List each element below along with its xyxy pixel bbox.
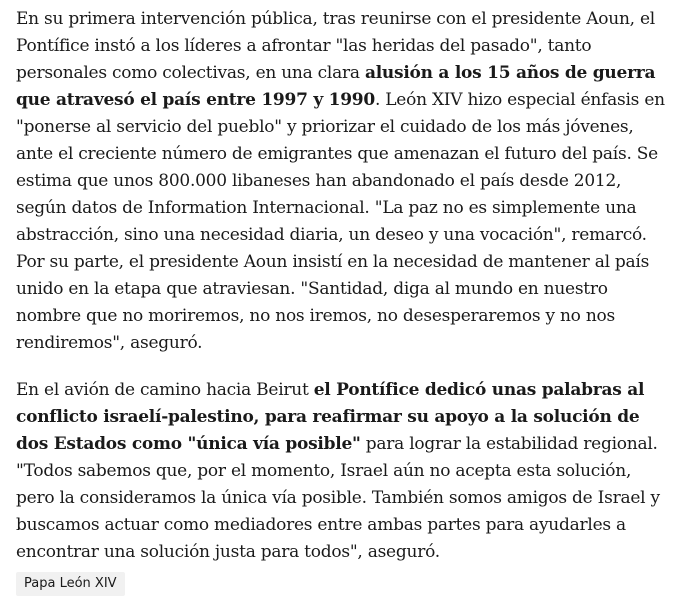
paragraph-text: para lograr la estabilidad regional. "Todos sabemos que, por el momento, Israel aún no acepta esta solución, pero la consideramos la única vía posible. También somos amigos de Israel y buscamos actuar como mediadores entre ambas partes para ayudarles a encontrar una solución justa para todos", aseguró. — [16, 434, 660, 562]
paragraph-highlight: alusión a los 15 años de guerra que atravesó el país entre 1997 y 1990 — [16, 63, 656, 110]
tag-papa-leon-xiv[interactable]: Papa León XIV — [16, 572, 125, 596]
paragraph-highlight: el Pontífice dedicó unas palabras al conflicto israelí-palestino, para reafirmar su apoyo a la solución de dos Estados como "única vía posible" — [16, 380, 645, 454]
paragraph-text: . León XIV hizo especial énfasis en "ponerse al servicio del pueblo" y priorizar el cuidado de los más jóvenes, ante el creciente número de emigrantes que amenazan el futuro del país. Se estima que unos 800.000 libaneses han abandonado el país desde 2012, según datos de Information Internacional. "La paz no es simplemente una abstracción, sino una necesidad diaria, un deseo y una vocación", remarcó. Por su parte, el presidente Aoun insistí en la necesidad de mantener al país unido en la etapa que atraviesan. "Santidad, diga al mundo en nuestro nombre que no moriremos, no nos iremos, no desesperaremos y no nos rendiremos", aseguró. — [16, 90, 665, 353]
article-body — [16, 6, 666, 566]
paragraph-text: En el avión de camino hacia Beirut — [16, 380, 314, 400]
article-paragraph-2 — [16, 377, 666, 566]
article-paragraph-1 — [16, 6, 666, 357]
paragraph-text: En su primera intervención pública, tras reunirse con el presidente Aoun, el Pontífice instó a los líderes a afrontar "las heridas del pasado", tanto personales como colectivas, en una clara — [16, 9, 655, 83]
